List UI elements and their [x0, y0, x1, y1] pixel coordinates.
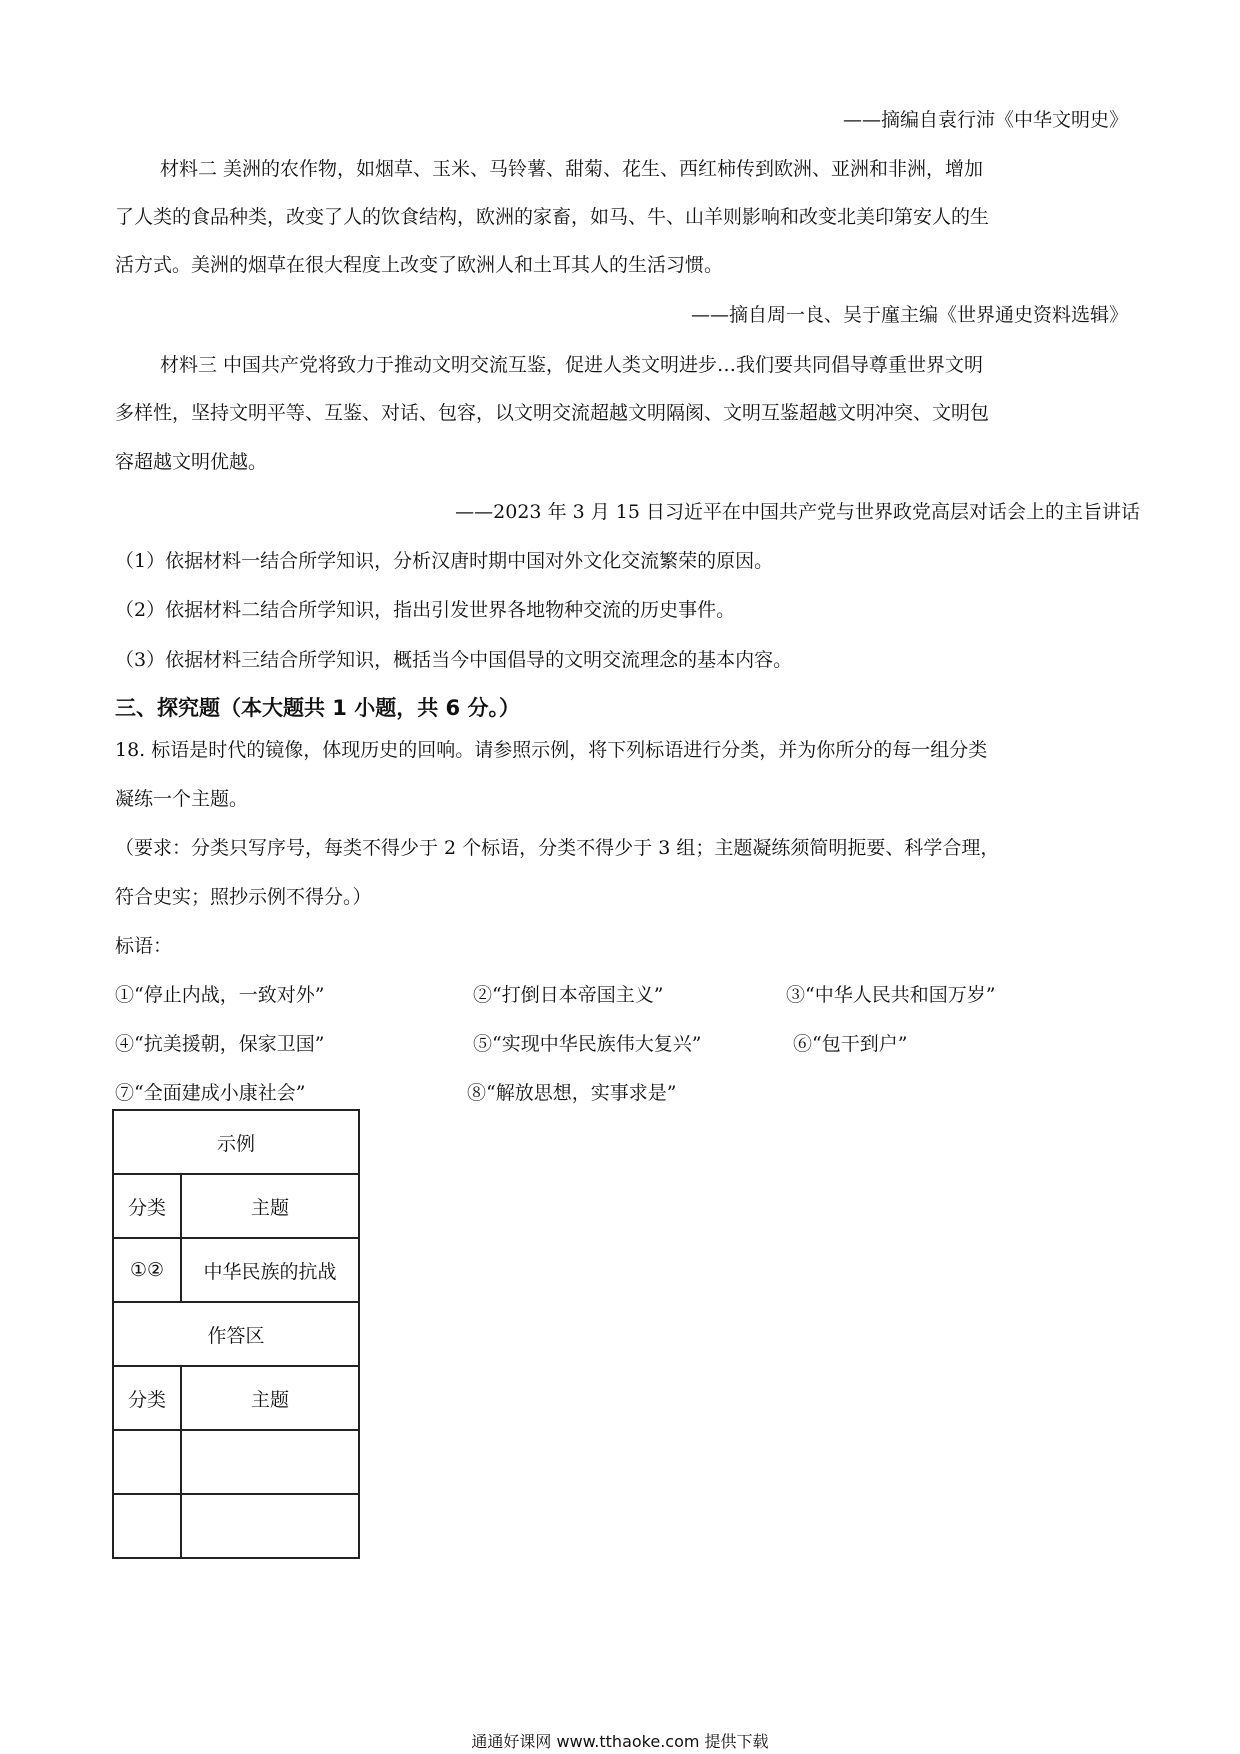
table-row	[113, 1366, 359, 1430]
requirement-line1: （要求：分类只写序号，每类不得少于 2 个标语，分类不得少于 3 组；主题凝练须简明扼要、科学合理，	[115, 837, 1000, 859]
table-row	[113, 1494, 359, 1558]
material3-line2: 多样性，坚持文明平等、互鉴、对话、包容，以文明交流超越文明隔阂、文明互鉴超越文明冲突、文明包	[115, 402, 990, 424]
slogan-2: ②“打倒日本帝国主义”	[473, 984, 664, 1006]
answer-col-theme: 主题	[181, 1366, 359, 1430]
table-row	[113, 1110, 359, 1174]
example-col-theme: 主题	[181, 1174, 359, 1238]
table-row	[113, 1430, 359, 1494]
slogan-label: 标语：	[115, 935, 173, 957]
question-3: （3）依据材料三结合所学知识，概括当今中国倡导的文明交流理念的基本内容。	[115, 649, 793, 671]
slogan-8: ⑧“解放思想，实事求是”	[467, 1082, 677, 1104]
slogan-4: ④“抗美援朝，保家卫国”	[115, 1033, 325, 1055]
material2-source: ——摘自周一良、吴于廑主编《世界通史资料选辑》	[690, 304, 1128, 326]
q18-line1: 18. 标语是时代的镜像，体现历史的回响。请参照示例，将下列标语进行分类，并为你所分的每一组分类	[115, 739, 988, 761]
table-row	[113, 1174, 359, 1238]
answer-table	[112, 1109, 360, 1559]
answer-theme-cell[interactable]	[181, 1430, 359, 1494]
page-footer: 通通好课网 www.tthaoke.com 提供下载	[471, 1732, 769, 1751]
slogan-3: ③“中华人民共和国万岁”	[786, 984, 996, 1006]
material2-line3: 活方式。美洲的烟草在很大程度上改变了欧洲人和土耳其人的生活习惯。	[115, 254, 724, 276]
material2-line1: 材料二 美洲的农作物，如烟草、玉米、马铃薯、甜菊、花生、西红柿传到欧洲、亚洲和非洲，增加	[160, 158, 984, 180]
answer-theme-cell[interactable]	[181, 1494, 359, 1558]
slogan-1: ①“停止内战，一致对外”	[115, 984, 325, 1006]
answer-category-cell[interactable]	[113, 1494, 181, 1558]
slogan-7: ⑦“全面建成小康社会”	[115, 1082, 306, 1104]
example-theme-value: 中华民族的抗战	[181, 1238, 359, 1302]
answer-category-cell[interactable]	[113, 1430, 181, 1494]
slogan-6: ⑥“包干到户”	[793, 1033, 908, 1055]
table-row	[113, 1238, 359, 1302]
table-row	[113, 1302, 359, 1366]
material2-line2: 了人类的食品种类，改变了人的饮食结构，欧洲的家畜，如马、牛、山羊则影响和改变北美印第安人的生	[115, 206, 990, 228]
requirement-line2: 符合史实；照抄示例不得分。）	[115, 886, 372, 908]
material1-source: ——摘编自袁行沛《中华文明史》	[842, 109, 1128, 131]
slogan-5: ⑤“实现中华民族伟大复兴”	[473, 1033, 702, 1055]
example-col-category: 分类	[113, 1174, 181, 1238]
question-2: （2）依据材料二结合所学知识，指出引发世界各地物种交流的历史事件。	[115, 599, 736, 621]
example-header: 示例	[113, 1110, 359, 1174]
section-heading: 三、探究题（本大题共 1 小题，共 6 分。）	[115, 696, 520, 720]
question-1: （1）依据材料一结合所学知识，分析汉唐时期中国对外文化交流繁荣的原因。	[115, 550, 774, 572]
example-category-value: ①②	[113, 1238, 181, 1302]
answer-col-category: 分类	[113, 1366, 181, 1430]
answer-header: 作答区	[113, 1302, 359, 1366]
q18-line2: 凝练一个主题。	[115, 788, 249, 810]
material3-source: ——2023 年 3 月 15 日习近平在中国共产党与世界政党高层对话会上的主旨讲话	[455, 501, 1140, 523]
material3-line1: 材料三 中国共产党将致力于推动文明交流互鉴，促进人类文明进步…我们要共同倡导尊重世界文明	[160, 354, 984, 376]
material3-line3: 容超越文明优越。	[115, 451, 268, 473]
